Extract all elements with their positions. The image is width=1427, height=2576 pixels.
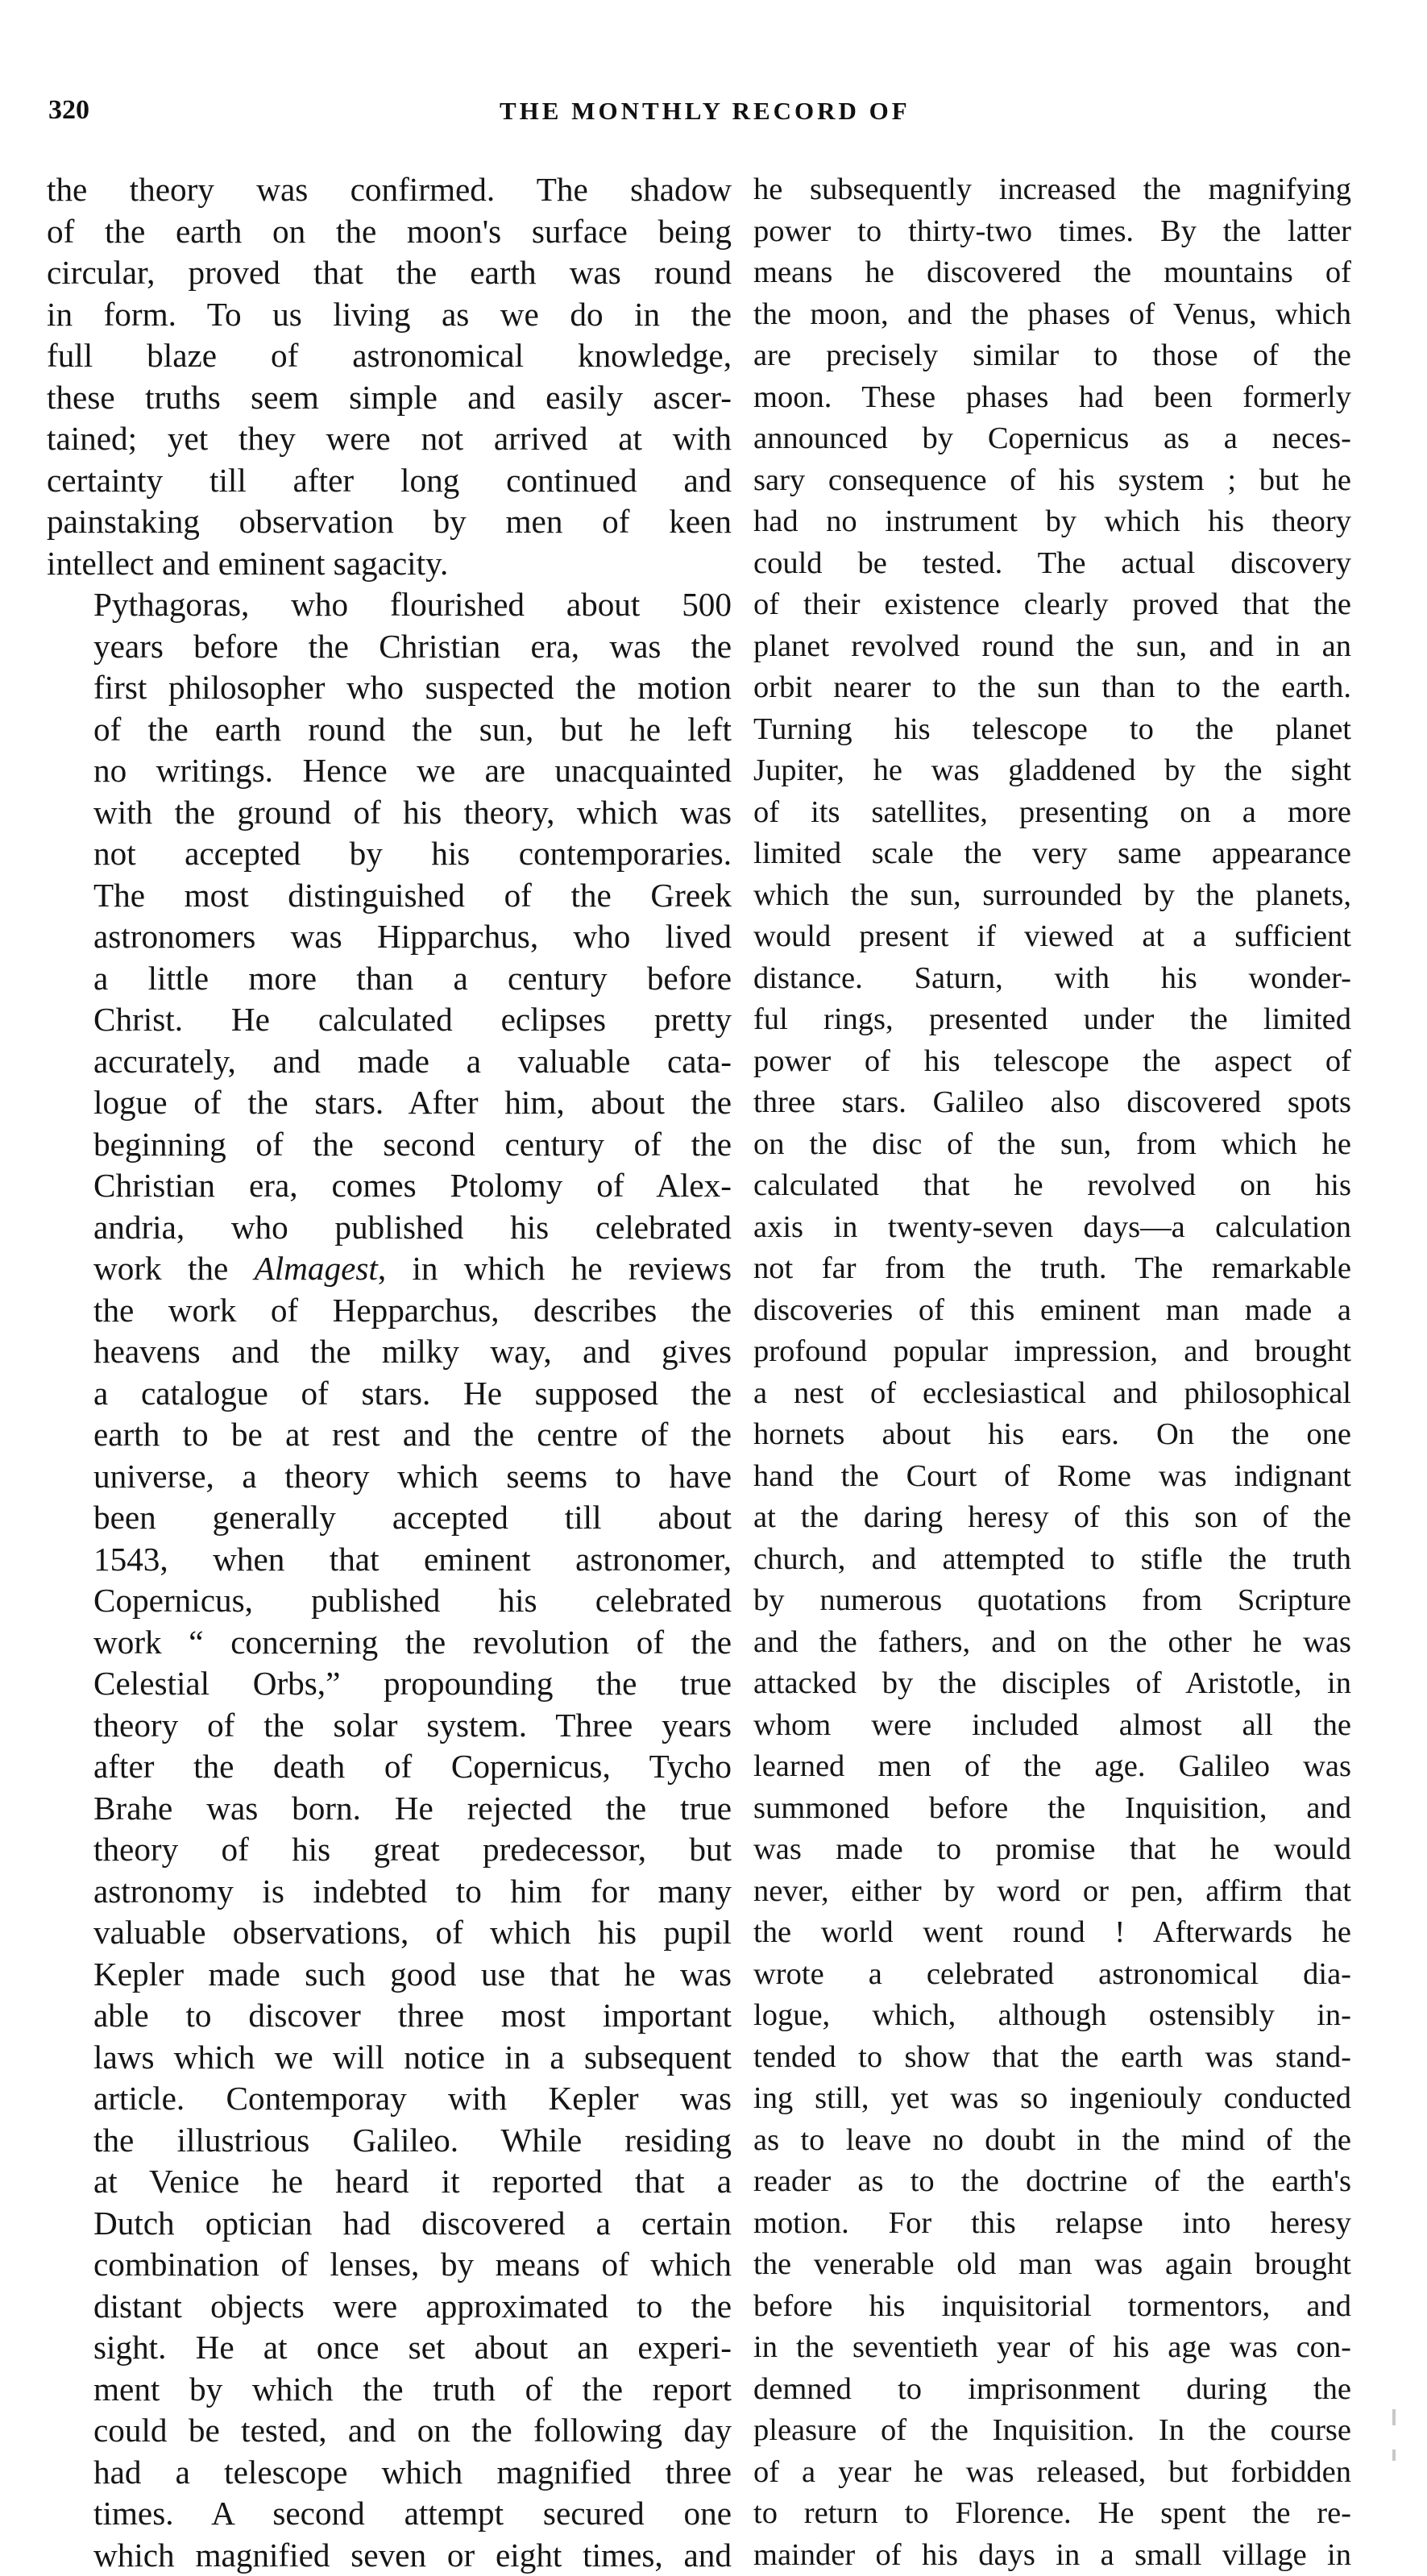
text-line: astronomy is indebted to him for many <box>47 1871 732 1913</box>
text-line: power to thirty-two times. By the latter <box>753 211 1351 253</box>
text-line: the world went round ! Afterwards he <box>753 1912 1351 1954</box>
text-line: ment by which the truth of the report <box>47 2369 732 2411</box>
text-line: he subsequently increased the magnifying <box>753 169 1351 211</box>
text-line: the illustrious Galileo. While residing <box>47 2120 732 2162</box>
text-line: heavens and the milky way, and gives <box>47 1331 732 1373</box>
text-line: which magnified seven or eight times, and <box>47 2535 732 2576</box>
text-line: which the sun, surrounded by the planets, <box>753 875 1351 917</box>
text-line: the theory was confirmed. The shadow <box>47 169 732 211</box>
book-title: Almagest <box>255 1250 378 1287</box>
text-line: sary consequence of his system ; but he <box>753 460 1351 502</box>
text-line: sight. He at once set about an experi- <box>47 2327 732 2369</box>
text-line: of the earth round the sun, but he left <box>47 709 732 751</box>
text-line: andria, who published his celebrated <box>47 1207 732 1249</box>
text-line: profound popular impression, and brought <box>753 1331 1351 1373</box>
text-line: pleasure of the Inquisition. In the course <box>753 2410 1351 2452</box>
text-line: mainder of his days in a small village in <box>753 2535 1351 2576</box>
text-line: Copernicus, published his celebrated <box>47 1580 732 1622</box>
text-line: astronomers was Hipparchus, who lived <box>47 916 732 958</box>
text-line: distance. Saturn, with his wonder- <box>753 958 1351 1000</box>
text-line: accurately, and made a valuable cata- <box>47 1041 732 1083</box>
text-line: as to leave no doubt in the mind of the <box>753 2120 1351 2162</box>
text-line: logue, which, although ostensibly in- <box>753 1995 1351 2037</box>
text-line: by numerous quotations from Scripture <box>753 1580 1351 1622</box>
text-line: combination of lenses, by means of which <box>47 2244 732 2286</box>
text-line: power of his telescope the aspect of <box>753 1041 1351 1083</box>
text-line: no writings. Hence we are unacquainted <box>47 750 732 792</box>
text-line: Christ. He calculated eclipses pretty <box>47 999 732 1041</box>
text-line: a nest of ecclesiastical and philosophical <box>753 1373 1351 1415</box>
text-line: was made to promise that he would <box>753 1829 1351 1871</box>
text-line: learned men of the age. Galileo was <box>753 1746 1351 1788</box>
text-line: work the Almagest, in which he reviews <box>47 1248 732 1290</box>
text-line: ful rings, presented under the limited <box>753 999 1351 1041</box>
text-line: first philosopher who suspected the motion <box>47 667 732 709</box>
text-line: distant objects were approximated to the <box>47 2286 732 2328</box>
text-line: in the seventieth year of his age was con- <box>753 2327 1351 2369</box>
text-line: and the fathers, and on the other he was <box>753 1622 1351 1664</box>
text-line: article. Contemporay with Kepler was <box>47 2078 732 2120</box>
text-line: on the disc of the sun, from which he <box>753 1124 1351 1166</box>
text-line: Celestial Orbs,” propounding the true <box>47 1663 732 1705</box>
text-line: Kepler made such good use that he was <box>47 1954 732 1996</box>
text-line: whom were included almost all the <box>753 1705 1351 1747</box>
text-line: logue of the stars. After him, about the <box>47 1082 732 1124</box>
text-line: certainty till after long continued and <box>47 460 732 502</box>
page-number: 320 <box>48 95 89 126</box>
text-line: not far from the truth. The remarkable <box>753 1248 1351 1290</box>
text-line: before his inquisitorial tormentors, and <box>753 2286 1351 2328</box>
text-line: could be tested. The actual discovery <box>753 543 1351 585</box>
text-line: of their existence clearly proved that the <box>753 584 1351 626</box>
text-line: a little more than a century before <box>47 958 732 1000</box>
text-line: at the daring heresy of this son of the <box>753 1497 1351 1539</box>
text-line: hornets about his ears. On the one <box>753 1414 1351 1456</box>
text-line: valuable observations, of which his pupil <box>47 1912 732 1954</box>
text-line: tended to show that the earth was stand- <box>753 2037 1351 2079</box>
text-line: painstaking observation by men of keen <box>47 501 732 543</box>
text-line: never, either by word or pen, affirm that <box>753 1871 1351 1913</box>
text-line: a catalogue of stars. He supposed the <box>47 1373 732 1415</box>
text-line: these truths seem simple and easily ascer- <box>47 377 732 419</box>
text-line: at Venice he heard it reported that a <box>47 2161 732 2203</box>
text-line: intellect and eminent sagacity. <box>47 543 732 585</box>
text-line: of a year he was released, but forbidden <box>753 2452 1351 2494</box>
text-line: Turning his telescope to the planet <box>753 709 1351 751</box>
text-line: hand the Court of Rome was indignant <box>753 1456 1351 1498</box>
text-line: orbit nearer to the sun than to the earth. <box>753 667 1351 709</box>
text-line: church, and attempted to stifle the truth <box>753 1539 1351 1581</box>
left-column <box>47 169 732 2576</box>
text-line: summoned before the Inquisition, and <box>753 1788 1351 1830</box>
text-line: the work of Hepparchus, describes the <box>47 1290 732 1332</box>
text-line: circular, proved that the earth was round <box>47 252 732 294</box>
text-line: the venerable old man was again brought <box>753 2244 1351 2286</box>
text-line: beginning of the second century of the <box>47 1124 732 1166</box>
text-line: the moon, and the phases of Venus, which <box>753 294 1351 336</box>
text-line: to return to Florence. He spent the re- <box>753 2493 1351 2535</box>
text-line: Christian era, comes Ptolomy of Alex- <box>47 1165 732 1207</box>
text-line: after the death of Copernicus, Tycho <box>47 1746 732 1788</box>
text-line: three stars. Galileo also discovered spots <box>753 1082 1351 1124</box>
text-line: The most distinguished of the Greek <box>47 875 732 917</box>
text-line: Pythagoras, who flourished about 500 <box>47 584 732 626</box>
text-line: of its satellites, presenting on a more <box>753 792 1351 834</box>
text-line: discoveries of this eminent man made a <box>753 1290 1351 1332</box>
text-line: earth to be at rest and the centre of the <box>47 1414 732 1456</box>
text-line: been generally accepted till about <box>47 1497 732 1539</box>
text-line: able to discover three most important <box>47 1995 732 2037</box>
text-line: theory of the solar system. Three years <box>47 1705 732 1747</box>
text-line: demned to imprisonment during the <box>753 2369 1351 2411</box>
text-line: Jupiter, he was gladdened by the sight <box>753 750 1351 792</box>
text-line: universe, a theory which seems to have <box>47 1456 732 1498</box>
text-line: Dutch optician had discovered a certain <box>47 2203 732 2245</box>
text-line: planet revolved round the sun, and in an <box>753 626 1351 668</box>
text-line: Brahe was born. He rejected the true <box>47 1788 732 1830</box>
text-line: means he discovered the mountains of <box>753 252 1351 294</box>
text-line: could be tested, and on the following day <box>47 2410 732 2452</box>
text-line: not accepted by his contemporaries. <box>47 833 732 875</box>
text-line: wrote a celebrated astronomical dia- <box>753 1954 1351 1996</box>
text-line: laws which we will notice in a subsequent <box>47 2037 732 2079</box>
paragraph <box>753 169 1351 2576</box>
paragraph <box>47 169 732 584</box>
text-line: attacked by the disciples of Aristotle, in <box>753 1663 1351 1705</box>
text-line: with the ground of his theory, which was <box>47 792 732 834</box>
text-line: tained; yet they were not arrived at with <box>47 418 732 460</box>
text-line: moon. These phases had been formerly <box>753 377 1351 419</box>
scan-edge-mark <box>1392 2449 1396 2461</box>
text-line: would present if viewed at a sufficient <box>753 916 1351 958</box>
text-line: motion. For this relapse into heresy <box>753 2203 1351 2245</box>
scan-edge-mark <box>1392 2409 1396 2425</box>
text-line: of the earth on the moon's surface being <box>47 211 732 253</box>
text-line: limited scale the very same appearance <box>753 833 1351 875</box>
text-line: axis in twenty-seven days—a calculation <box>753 1207 1351 1249</box>
text-line: calculated that he revolved on his <box>753 1165 1351 1207</box>
text-line: had a telescope which magnified three <box>47 2452 732 2494</box>
text-line: theory of his great predecessor, but <box>47 1829 732 1871</box>
text-line: announced by Copernicus as a neces- <box>753 418 1351 460</box>
text-line: full blaze of astronomical knowledge, <box>47 335 732 377</box>
text-line: years before the Christian era, was the <box>47 626 732 668</box>
text-line: times. A second attempt secured one <box>47 2493 732 2535</box>
paragraph <box>47 584 732 2576</box>
text-line: 1543, when that eminent astronomer, <box>47 1539 732 1581</box>
text-line: work “ concerning the revolution of the <box>47 1622 732 1664</box>
text-line: had no instrument by which his theory <box>753 501 1351 543</box>
text-line: ing still, yet was so ingeniouly conducted <box>753 2078 1351 2120</box>
text-line: in form. To us living as we do in the <box>47 294 732 336</box>
text-line: reader as to the doctrine of the earth's <box>753 2161 1351 2203</box>
right-column <box>753 169 1351 2576</box>
running-head: THE MONTHLY RECORD OF <box>500 97 911 126</box>
text-line: are precisely similar to those of the <box>753 335 1351 377</box>
